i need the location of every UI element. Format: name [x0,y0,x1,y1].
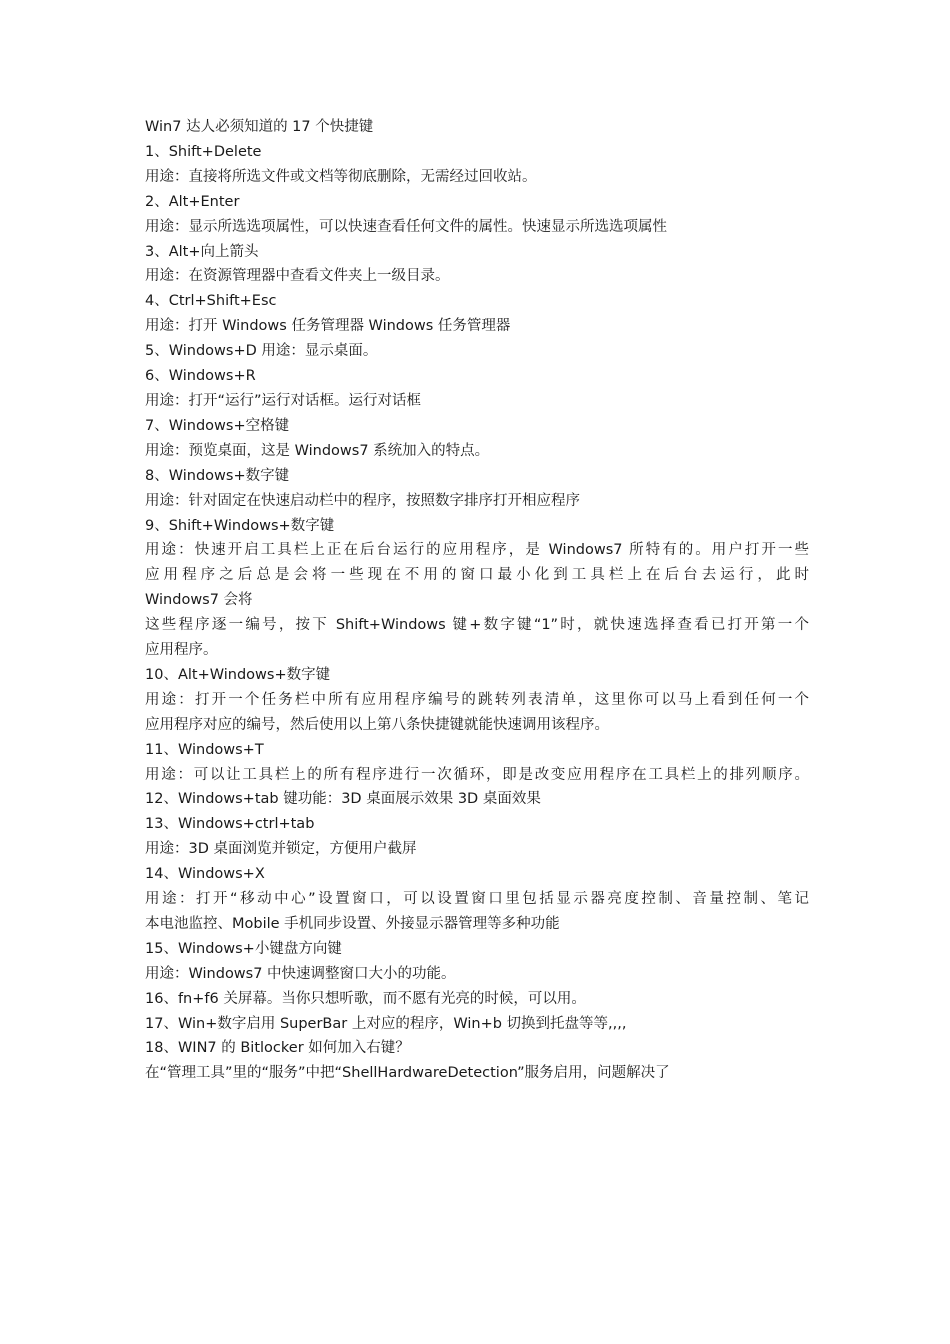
text-line: 5、Windows+D 用途：显示桌面。 [145,343,378,360]
text-line: 14、Windows+X [145,866,265,883]
text-line: Windows7 会将 [145,592,253,609]
text-line: 用途：打开“移动中心”设置窗口，可以设置窗口里包括显示器亮度控制、音量控制、笔记 [145,891,809,908]
text-line: 15、Windows+小键盘方向键 [145,940,342,957]
text-line: 12、Windows+tab 键功能：3D 桌面展示效果 3D 桌面效果 [145,791,541,808]
text-line: 用途：针对固定在快速启动栏中的程序，按照数字排序打开相应程序 [145,492,580,509]
text-line: 3、Alt+向上箭头 [145,243,259,260]
text-line: 用途：预览桌面，这是 Windows7 系统加入的特点。 [145,442,490,459]
text-line: 9、Shift+Windows+数字键 [145,517,335,534]
text-line: 用途：打开一个任务栏中所有应用程序编号的跳转列表清单，这里你可以马上看到任何一个 [145,691,809,708]
text-line: 用途：打开 Windows 任务管理器 Windows 任务管理器 [145,318,511,335]
text-line: 用途：Windows7 中快速调整窗口大小的功能。 [145,965,456,982]
text-line: 用途：可以让工具栏上的所有程序进行一次循环，即是改变应用程序在工具栏上的排列顺序。 [145,766,809,783]
text-line: 应用程序。 [145,641,218,658]
text-line: 8、Windows+数字键 [145,467,290,484]
text-line: 用途：快速开启工具栏上正在后台运行的应用程序，是 Windows7 所特有的。用户打开一些 [145,542,809,559]
text-line: 这些程序逐一编号，按下 Shift+Windows 键+数字键“1”时，就快速选择查看已打开第一个 [145,617,809,634]
text-line: 10、Alt+Windows+数字键 [145,666,331,683]
text-line: 4、Ctrl+Shift+Esc [145,293,277,310]
text-line: 用途：直接将所选文件或文档等彻底删除，无需经过回收站。 [145,168,537,185]
document-page [145,115,809,1086]
text-line: 1、Shift+Delete [145,143,262,160]
text-line: 11、Windows+T [145,741,264,758]
text-line: 16、fn+f6 关屏幕。当你只想听歌，而不愿有光亮的时候，可以用。 [145,990,586,1007]
text-line: 13、Windows+ctrl+tab [145,816,315,833]
text-line: 18、WIN7 的 Bitlocker 如何加入右键？ [145,1040,410,1057]
text-line: 应用程序对应的编号，然后使用以上第八条快捷键就能快速调用该程序。 [145,716,609,733]
text-line: 在“管理工具”里的“服务”中把“ShellHardwareDetection”服务启用，问题解决了 [145,1065,670,1082]
text-line: Win7 达人必须知道的 17 个快捷键 [145,119,374,135]
text-line: 7、Windows+空格键 [145,417,290,434]
text-line: 用途：在资源管理器中查看文件夹上一级目录。 [145,268,450,285]
text-line: 用途：显示所选选项属性，可以快速查看任何文件的属性。快速显示所选选项属性 [145,218,667,235]
text-line: 用途：3D 桌面浏览并锁定，方便用户截屏 [145,841,417,858]
text-line: 用途：打开“运行”运行对话框。运行对话框 [145,392,422,409]
text-line: 2、Alt+Enter [145,193,240,210]
text-line: 本电池监控、Mobile 手机同步设置、外接显示器管理等多种功能 [145,915,560,932]
text-line: 应用程序之后总是会将一些现在不用的窗口最小化到工具栏上在后台去运行，此时 [145,567,809,584]
text-line: 17、Win+数字启用 SuperBar 上对应的程序，Win+b 切换到托盘等等,,,, [145,1015,627,1032]
text-line: 6、Windows+R [145,368,256,385]
